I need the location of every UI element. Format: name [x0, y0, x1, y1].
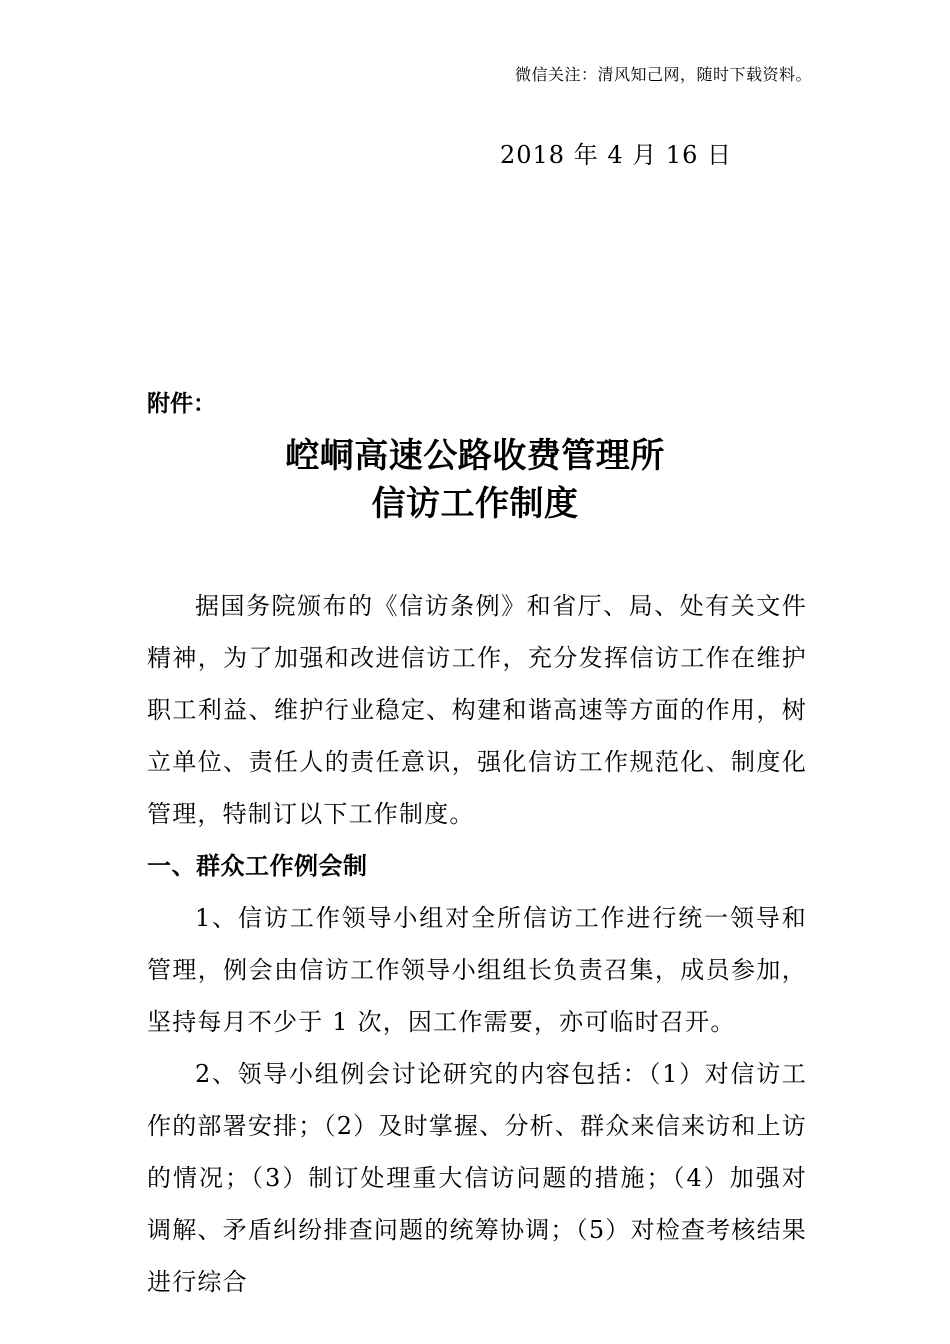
- section-heading: 一、群众工作例会制: [147, 852, 368, 880]
- header-note: 微信关注：清风知己网，随时下载资料。: [514, 65, 812, 84]
- document-title-line2: 信访工作制度: [371, 484, 579, 524]
- intro-paragraph: 据国务院颁布的《信访条例》和省厅、局、处有关文件精神，为了加强和改进信访工作，充分发挥信访工作在维护职工利益、维护行业稳定、构建和谐高速等方面的作用，树立单位、责任人的责任意识，强化信访工作规范化、制度化管理，特制订以下工作制度。: [147, 592, 807, 828]
- document-title-line1: 崆峒高速公路收费管理所: [285, 436, 665, 476]
- attachment-label: 附件：: [147, 391, 216, 417]
- document-body: [147, 580, 807, 1308]
- section-item-2: 2、领导小组例会讨论研究的内容包括：（1）对信访工作的部署安排；（2）及时掌握、分析、群众来信来访和上访的情况；（3）制订处理重大信访问题的措施；（4）加强对调解、矛盾纠纷排查问题的统筹协调；（5）对检查考核结果进行综合: [147, 1060, 807, 1296]
- section-item-1: 1、信访工作领导小组对全所信访工作进行统一领导和管理，例会由信访工作领导小组组长负责召集，成员参加，坚持每月不少于 1 次，因工作需要，亦可临时召开。: [147, 904, 807, 1036]
- document-date: 2018 年 4 月 16 日: [500, 141, 733, 169]
